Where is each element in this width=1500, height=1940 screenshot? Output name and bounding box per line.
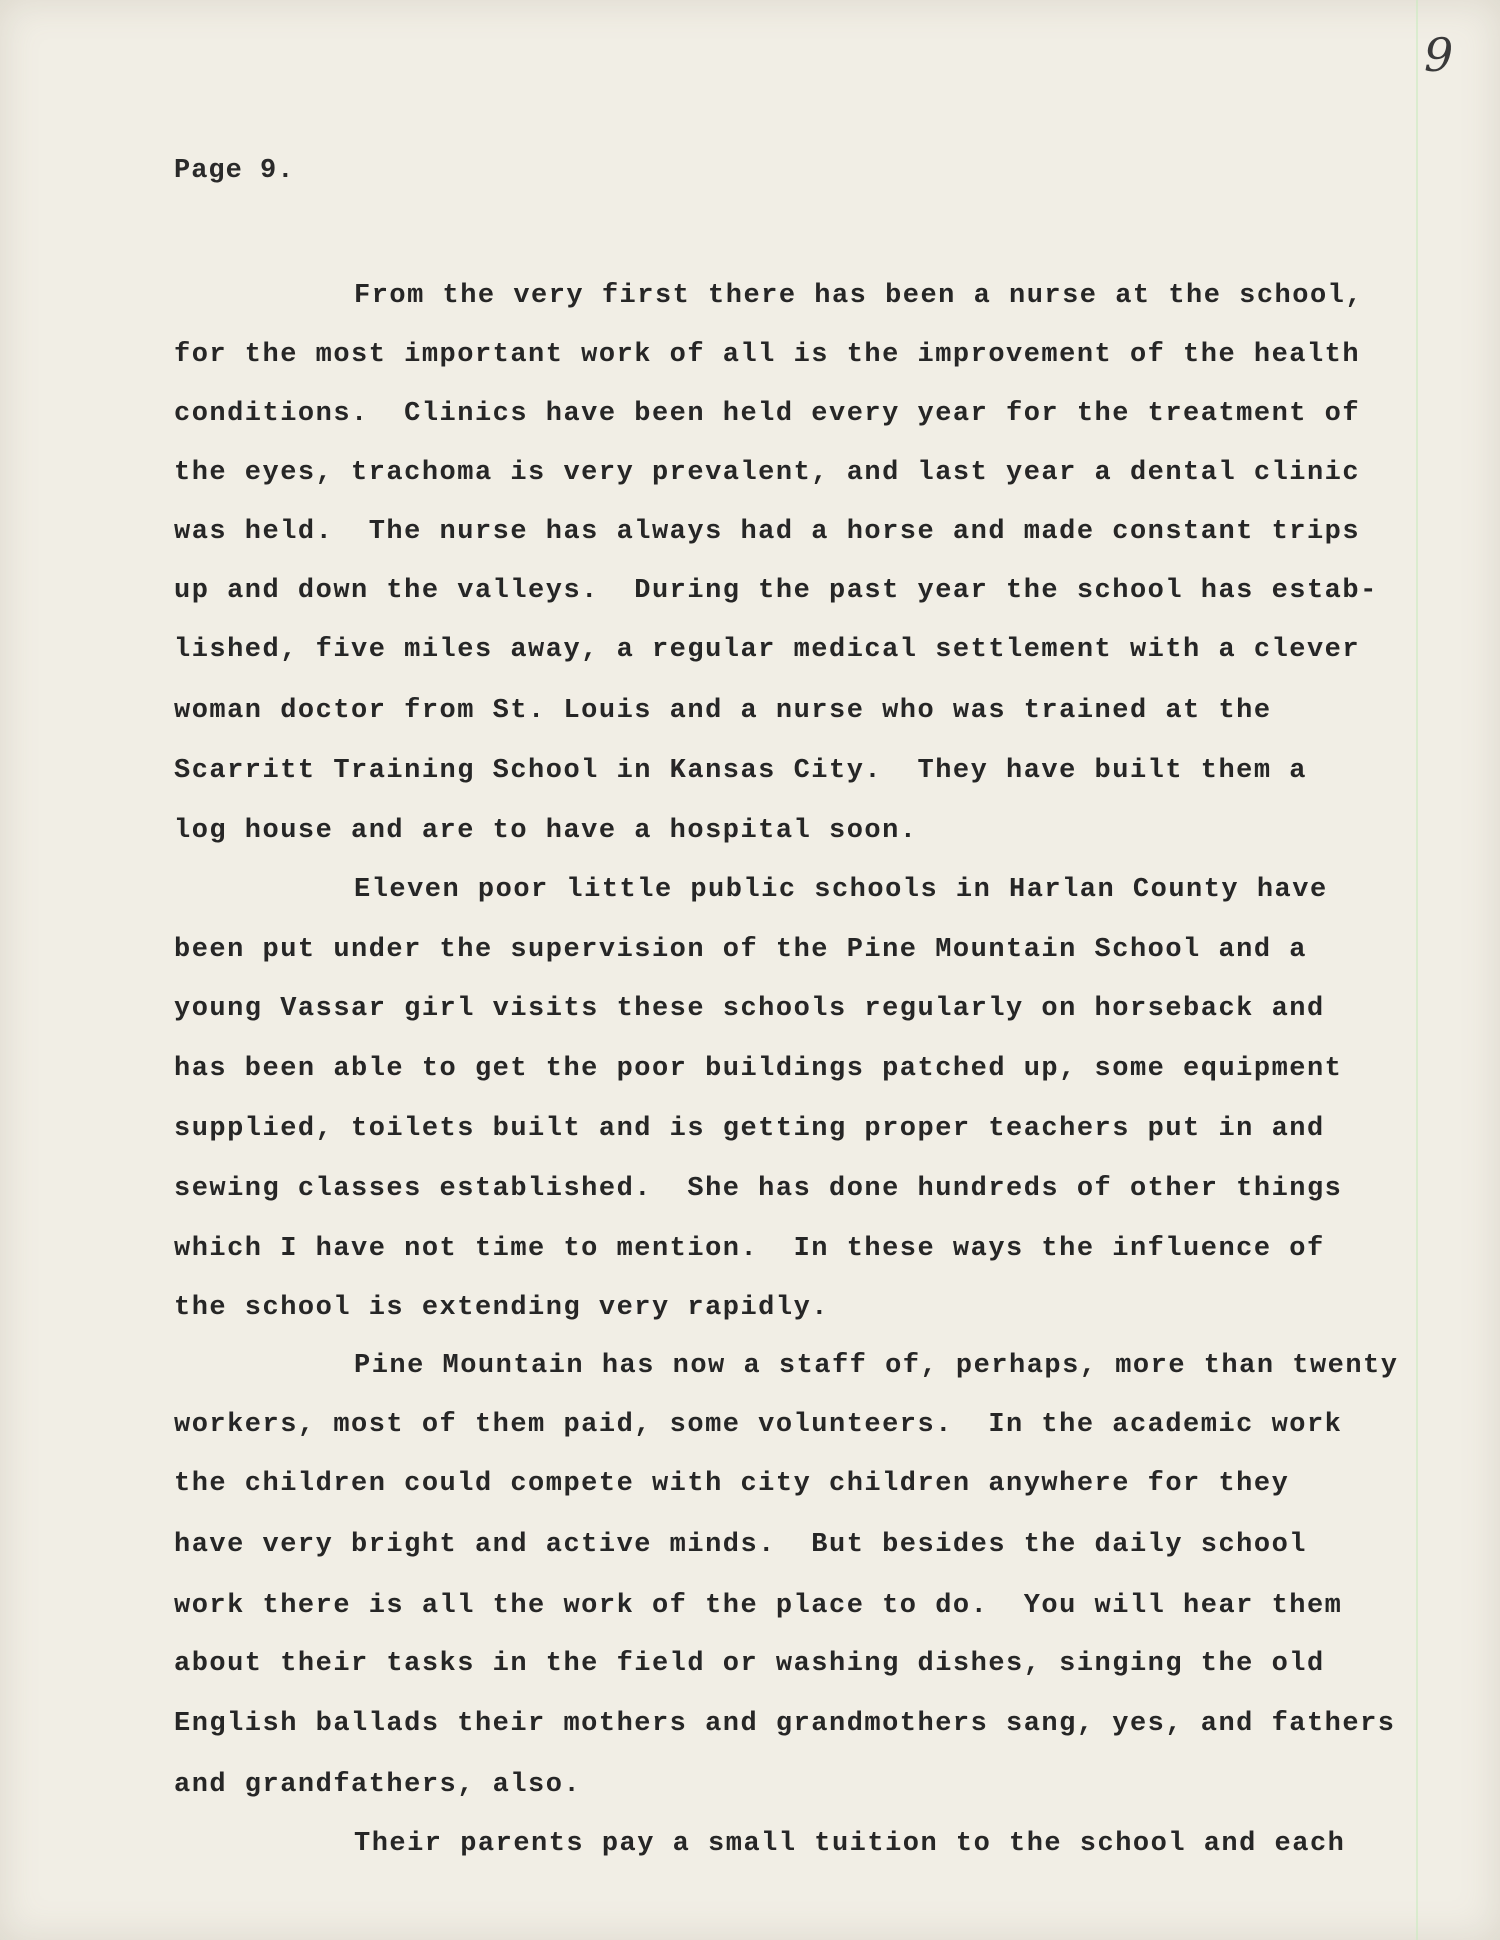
paper-fold-line (1416, 0, 1418, 1940)
text-line: young Vassar girl visits these schools regularly on horseback and (174, 994, 1325, 1024)
handwritten-page-number: 9 (1424, 28, 1454, 82)
text-line: the children could compete with city children anywhere for they (174, 1469, 1290, 1499)
text-line: Pine Mountain has now a staff of, perhaps, more than twenty (354, 1351, 1399, 1381)
text-line: for the most important work of all is the improvement of the health (174, 340, 1361, 370)
text-line: have very bright and active minds. But besides the daily school (174, 1530, 1307, 1560)
text-line: up and down the valleys. During the past year the school has estab- (174, 576, 1378, 606)
page-header: Page 9. (174, 156, 295, 186)
text-line: has been able to get the poor buildings patched up, some equipment (174, 1054, 1343, 1084)
text-line: workers, most of them paid, some volunteers. In the academic work (174, 1410, 1343, 1440)
text-line: From the very first there has been a nurse at the school, (354, 281, 1364, 311)
text-line: Their parents pay a small tuition to the school and each (354, 1829, 1346, 1859)
text-line: conditions. Clinics have been held every year for the treatment of (174, 399, 1361, 429)
text-line: Scarritt Training School in Kansas City. They have built them a (174, 756, 1307, 786)
text-line: the eyes, trachoma is very prevalent, and last year a dental clinic (174, 458, 1361, 488)
text-line: log house and are to have a hospital soon. (174, 816, 918, 846)
text-line: lished, five miles away, a regular medical settlement with a clever (174, 635, 1361, 665)
text-line: and grandfathers, also. (174, 1770, 582, 1800)
text-line: Eleven poor little public schools in Harlan County have (354, 875, 1328, 905)
text-line: was held. The nurse has always had a horse and made constant trips (174, 517, 1361, 547)
text-line: work there is all the work of the place to do. You will hear them (174, 1591, 1343, 1621)
text-line: woman doctor from St. Louis and a nurse who was trained at the (174, 696, 1272, 726)
text-line: the school is extending very rapidly. (174, 1293, 829, 1323)
text-line: been put under the supervision of the Pine Mountain School and a (174, 935, 1307, 965)
text-line: supplied, toilets built and is getting proper teachers put in and (174, 1114, 1325, 1144)
text-line: which I have not time to mention. In these ways the influence of (174, 1234, 1325, 1264)
text-line: sewing classes established. She has done hundreds of other things (174, 1174, 1343, 1204)
text-line: about their tasks in the field or washing dishes, singing the old (174, 1649, 1325, 1679)
text-line: English ballads their mothers and grandmothers sang, yes, and fathers (174, 1709, 1396, 1739)
